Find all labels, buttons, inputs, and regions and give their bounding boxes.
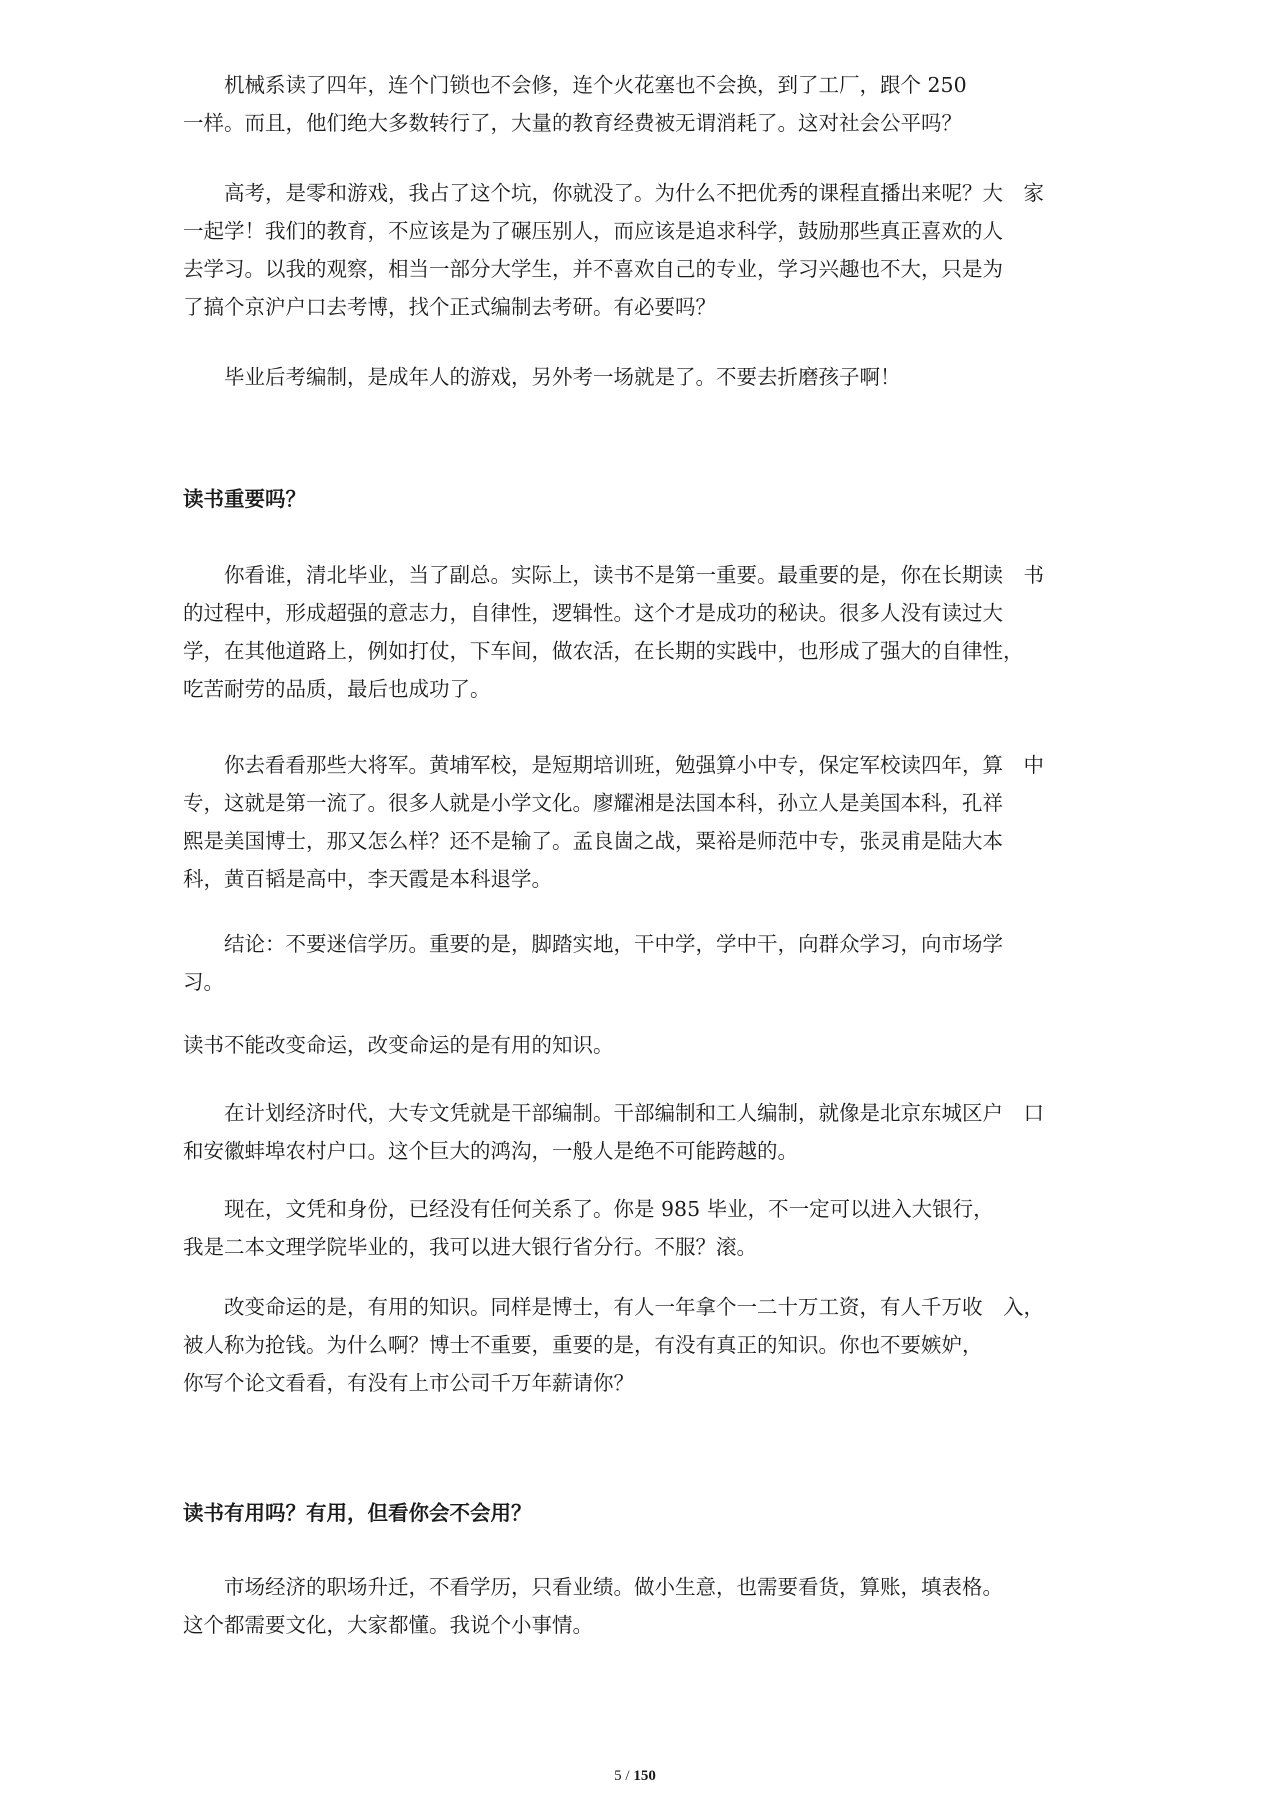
text-line: 在计划经济时代，大专文凭就是干部编制。干部编制和工人编制，就像是北京东城区户 口 bbox=[183, 1101, 1044, 1125]
page-number bbox=[0, 1768, 1270, 1785]
paragraph-9 bbox=[183, 1190, 1093, 1266]
paragraph-5 bbox=[183, 746, 1093, 898]
section-heading-1: 读书重要吗？ bbox=[183, 487, 306, 511]
paragraph-2 bbox=[183, 174, 1093, 326]
page-total: 150 bbox=[633, 1768, 656, 1784]
text-line: 了搞个京沪户口去考博，找个正式编制去考研。有必要吗？ bbox=[183, 295, 716, 319]
text-line: 高考，是零和游戏，我占了这个坑，你就没了。为什么不把优秀的课程直播出来呢？大 家 bbox=[183, 181, 1044, 205]
text-line: 我是二本文理学院毕业的，我可以进大银行省分行。不服？滚。 bbox=[183, 1235, 757, 1259]
paragraph-10 bbox=[183, 1288, 1093, 1402]
text-line: 毕业后考编制，是成年人的游戏，另外考一场就是了。不要去折磨孩子啊！ bbox=[183, 365, 901, 389]
text-line: 熙是美国博士，那又怎么样？还不是输了。孟良崮之战，粟裕是师范中专，张灵甫是陆大本 bbox=[183, 829, 1003, 853]
text-line: 习。 bbox=[183, 970, 224, 994]
paragraph-8 bbox=[183, 1094, 1093, 1170]
text-line: 机械系读了四年，连个门锁也不会修，连个火花塞也不会换，到了工厂，跟个 250 bbox=[183, 73, 967, 97]
text-line: 你写个论文看看，有没有上市公司千万年薪请你？ bbox=[183, 1371, 634, 1395]
text-line: 读书不能改变命运，改变命运的是有用的知识。 bbox=[183, 1033, 614, 1057]
text-line: 结论：不要迷信学历。重要的是，脚踏实地，干中学，学中干，向群众学习，向市场学 bbox=[183, 932, 1003, 956]
text-line: 和安徽蚌埠农村户口。这个巨大的鸿沟，一般人是绝不可能跨越的。 bbox=[183, 1139, 798, 1163]
text-line: 一起学！我们的教育，不应该是为了碾压别人，而应该是追求科学，鼓励那些真正喜欢的人 bbox=[183, 219, 1003, 243]
text-line: 一样。而且，他们绝大多数转行了，大量的教育经费被无谓消耗了。这对社会公平吗？ bbox=[183, 111, 962, 135]
paragraph-3 bbox=[183, 358, 1093, 396]
paragraph-4 bbox=[183, 556, 1093, 708]
text-line: 现在，文凭和身份，已经没有任何关系了。你是 985 毕业，不一定可以进入大银行， bbox=[183, 1197, 994, 1221]
text-line: 你看谁，清北毕业，当了副总。实际上，读书不是第一重要。最重要的是，你在长期读 书 bbox=[183, 563, 1044, 587]
text-line: 学，在其他道路上，例如打仗，下车间，做农活，在长期的实践中，也形成了强大的自律性， bbox=[183, 639, 1024, 663]
text-line: 这个都需要文化，大家都懂。我说个小事情。 bbox=[183, 1613, 593, 1637]
text-line: 去学习。以我的观察，相当一部分大学生，并不喜欢自己的专业，学习兴趣也不大，只是为 bbox=[183, 257, 1003, 281]
paragraph-1 bbox=[183, 66, 1093, 142]
text-line: 你去看看那些大将军。黄埔军校，是短期培训班，勉强算小中专，保定军校读四年，算 中 bbox=[183, 753, 1044, 777]
page-separator: / bbox=[621, 1768, 634, 1784]
paragraph-7 bbox=[183, 1026, 1093, 1064]
page-current: 5 bbox=[614, 1768, 622, 1784]
paragraph-6 bbox=[183, 925, 1093, 1001]
text-line: 科，黄百韬是高中，李天霞是本科退学。 bbox=[183, 867, 552, 891]
text-line: 吃苦耐劳的品质，最后也成功了。 bbox=[183, 677, 491, 701]
text-line: 市场经济的职场升迁，不看学历，只看业绩。做小生意，也需要看货，算账，填表格。 bbox=[183, 1575, 1003, 1599]
text-line: 的过程中，形成超强的意志力，自律性，逻辑性。这个才是成功的秘诀。很多人没有读过大 bbox=[183, 601, 1003, 625]
text-line: 被人称为抢钱。为什么啊？博士不重要，重要的是，有没有真正的知识。你也不要嫉妒， bbox=[183, 1333, 983, 1357]
text-line: 改变命运的是，有用的知识。同样是博士，有人一年拿个一二十万工资，有人千万收 入， bbox=[183, 1295, 1044, 1319]
section-heading-2: 读书有用吗？有用，但看你会不会用？ bbox=[183, 1501, 532, 1525]
text-line: 专，这就是第一流了。很多人就是小学文化。廖耀湘是法国本科，孙立人是美国本科，孔祥 bbox=[183, 791, 1003, 815]
paragraph-11 bbox=[183, 1568, 1093, 1644]
